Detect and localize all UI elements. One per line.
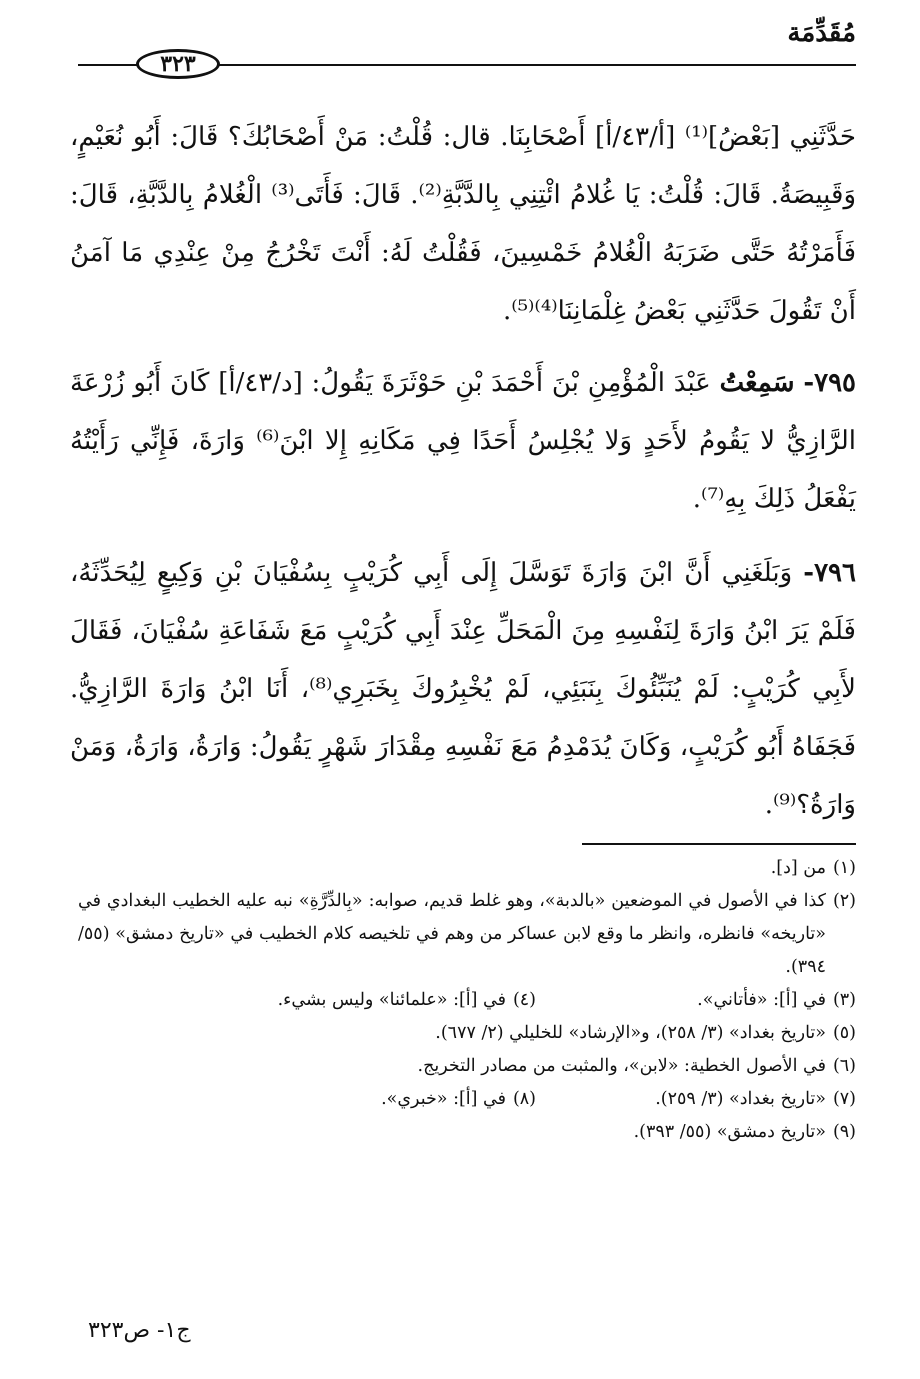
footnote-text: في [أ]: «خبري». <box>381 1089 506 1109</box>
paragraph-text: وَبَلَغَنِي أَنَّ ابْنَ وَارَةَ تَوَسَّلَ إِلَى أَبِي كُرَيْبٍ بِسُفْيَانَ بْنِ وَكِيعٍ لِيُحَدِّثَهُ، فَلَمْ يَرَ ابْنُ وَارَةَ لِنَفْسِهِ مِنَ الْمَحَلِّ عِنْدَ أَبِي كُرَيْبٍ مَعَ شَفَاعَةِ سُفْيَانَ، فَقَالَ لأَبِي كُرَيْبٍ: لَمْ يُنَبِّئُوكَ بِنَبَئِي، لَمْ يُخْبِرُوكَ بِخَبَرِي⁽⁸⁾، أَنَا ابْنُ وَارَةَ الرَّازِيُّ. فَجَفَاهُ أَبُو كُرَيْبٍ، وَكَانَ يُدَمْدِمُ مَعَ نَفْسِهِ مِقْدَارَ شَهْرٍ يَقُولُ: وَارَةُ، وَارَةُ، وَمَنْ وَارَةُ؟⁽⁹⁾. <box>70 558 856 820</box>
footnote-number: (٣) <box>832 990 856 1010</box>
footnote-text: «تاريخ بغداد» (٣/ ٢٥٩). <box>655 1089 826 1109</box>
footnote-5 <box>78 1017 856 1050</box>
footnote-number: (٩) <box>832 1122 856 1142</box>
paragraph-text: عَبْدَ الْمُؤْمِنِ بْنَ أَحْمَدَ بْنِ حَوْثَرَةَ يَقُولُ: [د/٤٣/أ] كَانَ أَبُو زُرْعَةَ الرَّازِيُّ لا يَقُومُ لأَحَدٍ وَلا يُجْلِسُ أَحَدًا فِي مَكَانِهِ إِلا ابْنَ⁽⁶⁾ وَارَةَ، فَإِنِّي رَأَيْتُهُ يَفْعَلُ ذَلِكَ بِهِ⁽⁷⁾. <box>70 368 857 514</box>
footnote-number: (١) <box>832 858 856 878</box>
footnote-number: (٢) <box>832 891 856 911</box>
footnote-text: في [أ]: «فأتاني». <box>697 990 826 1010</box>
main-text <box>70 108 856 850</box>
footnote-7 <box>536 1083 856 1116</box>
paragraph-continuation <box>70 108 856 340</box>
footnote-text: «تاريخ بغداد» (٣/ ٢٥٨)، و«الإرشاد» للخليلي (٢/ ٦٧٧). <box>435 1023 826 1043</box>
paragraph-number: ٧٩٥- <box>803 368 857 398</box>
footnote-text: في الأصول الخطية: «لابن»، والمثبت من مصادر التخريج. <box>417 1056 826 1076</box>
footnote-1 <box>78 852 856 885</box>
section-title: مُقَدِّمَة <box>787 18 856 48</box>
volume-page-reference: ج١- ص٣٢٣ <box>88 1318 191 1343</box>
footnote-text: من [د]. <box>770 858 826 878</box>
footnote-3 <box>536 984 856 1017</box>
footnotes <box>78 852 856 1149</box>
page-number-badge: ٣٢٣ <box>136 49 220 79</box>
footnote-text: كذا في الأصول في الموضعين «بالدبة»، وهو غلط قديم، صوابه: «بِالدِّرَّةِ» نبه عليه الخطيب البغدادي في «تاريخه» فانظره، وانظر ما وقع لابن عساكر من وهم في تلخيصه كلام الخطيب في «تاريخ دمشق» (٥٥/ ٣٩٤). <box>78 891 826 977</box>
footnote-8 <box>216 1083 536 1116</box>
paragraph-number: ٧٩٦- <box>803 558 856 588</box>
footnote-number: (٧) <box>832 1089 856 1109</box>
footnote-row-7-8 <box>78 1083 856 1116</box>
footnote-text: «تاريخ دمشق» (٥٥/ ٣٩٣). <box>633 1122 826 1142</box>
footnote-6 <box>78 1050 856 1083</box>
paragraph-796 <box>70 544 856 834</box>
footnote-2 <box>78 885 856 984</box>
footnote-separator <box>582 843 856 845</box>
footnote-text: في [أ]: «علمائنا» وليس بشيء. <box>277 990 506 1010</box>
paragraph-795 <box>70 354 856 528</box>
footnote-number: (٤) <box>512 990 536 1010</box>
paragraph-text: حَدَّثَنِي [بَعْضُ]⁽¹⁾ [أ/٤٣/أ] أَصْحَابِنَا. قال: قُلْتُ: مَنْ أَصْحَابُكَ؟ قَالَ: أَبُو نُعَيْمٍ، وَقَبِيصَةُ. قَالَ: قُلْتُ: يَا غُلامُ ائْتِنِي بِالدَّبَّةِ⁽²⁾. قَالَ: فَأَتَى⁽³⁾ الْغُلامُ بِالدَّبَّةِ، قَالَ: فَأَمَرْتُهُ حَتَّى ضَرَبَهُ الْغُلامُ خَمْسِينَ، فَقُلْتُ لَهُ: أَنْتَ تَخْرُجُ مِنْ عِنْدِي مَا آمَنُ أَنْ تَقُولَ حَدَّثَنِي بَعْضُ غِلْمَانِنَا⁽⁴⁾⁽⁵⁾. <box>70 122 857 326</box>
footnote-number: (٨) <box>512 1089 536 1109</box>
footnote-row-3-4 <box>78 984 856 1017</box>
footnote-number: (٦) <box>832 1056 856 1076</box>
paragraph-lead: سَمِعْتُ <box>719 368 795 398</box>
footnote-4 <box>216 984 536 1017</box>
footnote-number: (٥) <box>832 1023 856 1043</box>
footnote-9 <box>78 1116 856 1149</box>
